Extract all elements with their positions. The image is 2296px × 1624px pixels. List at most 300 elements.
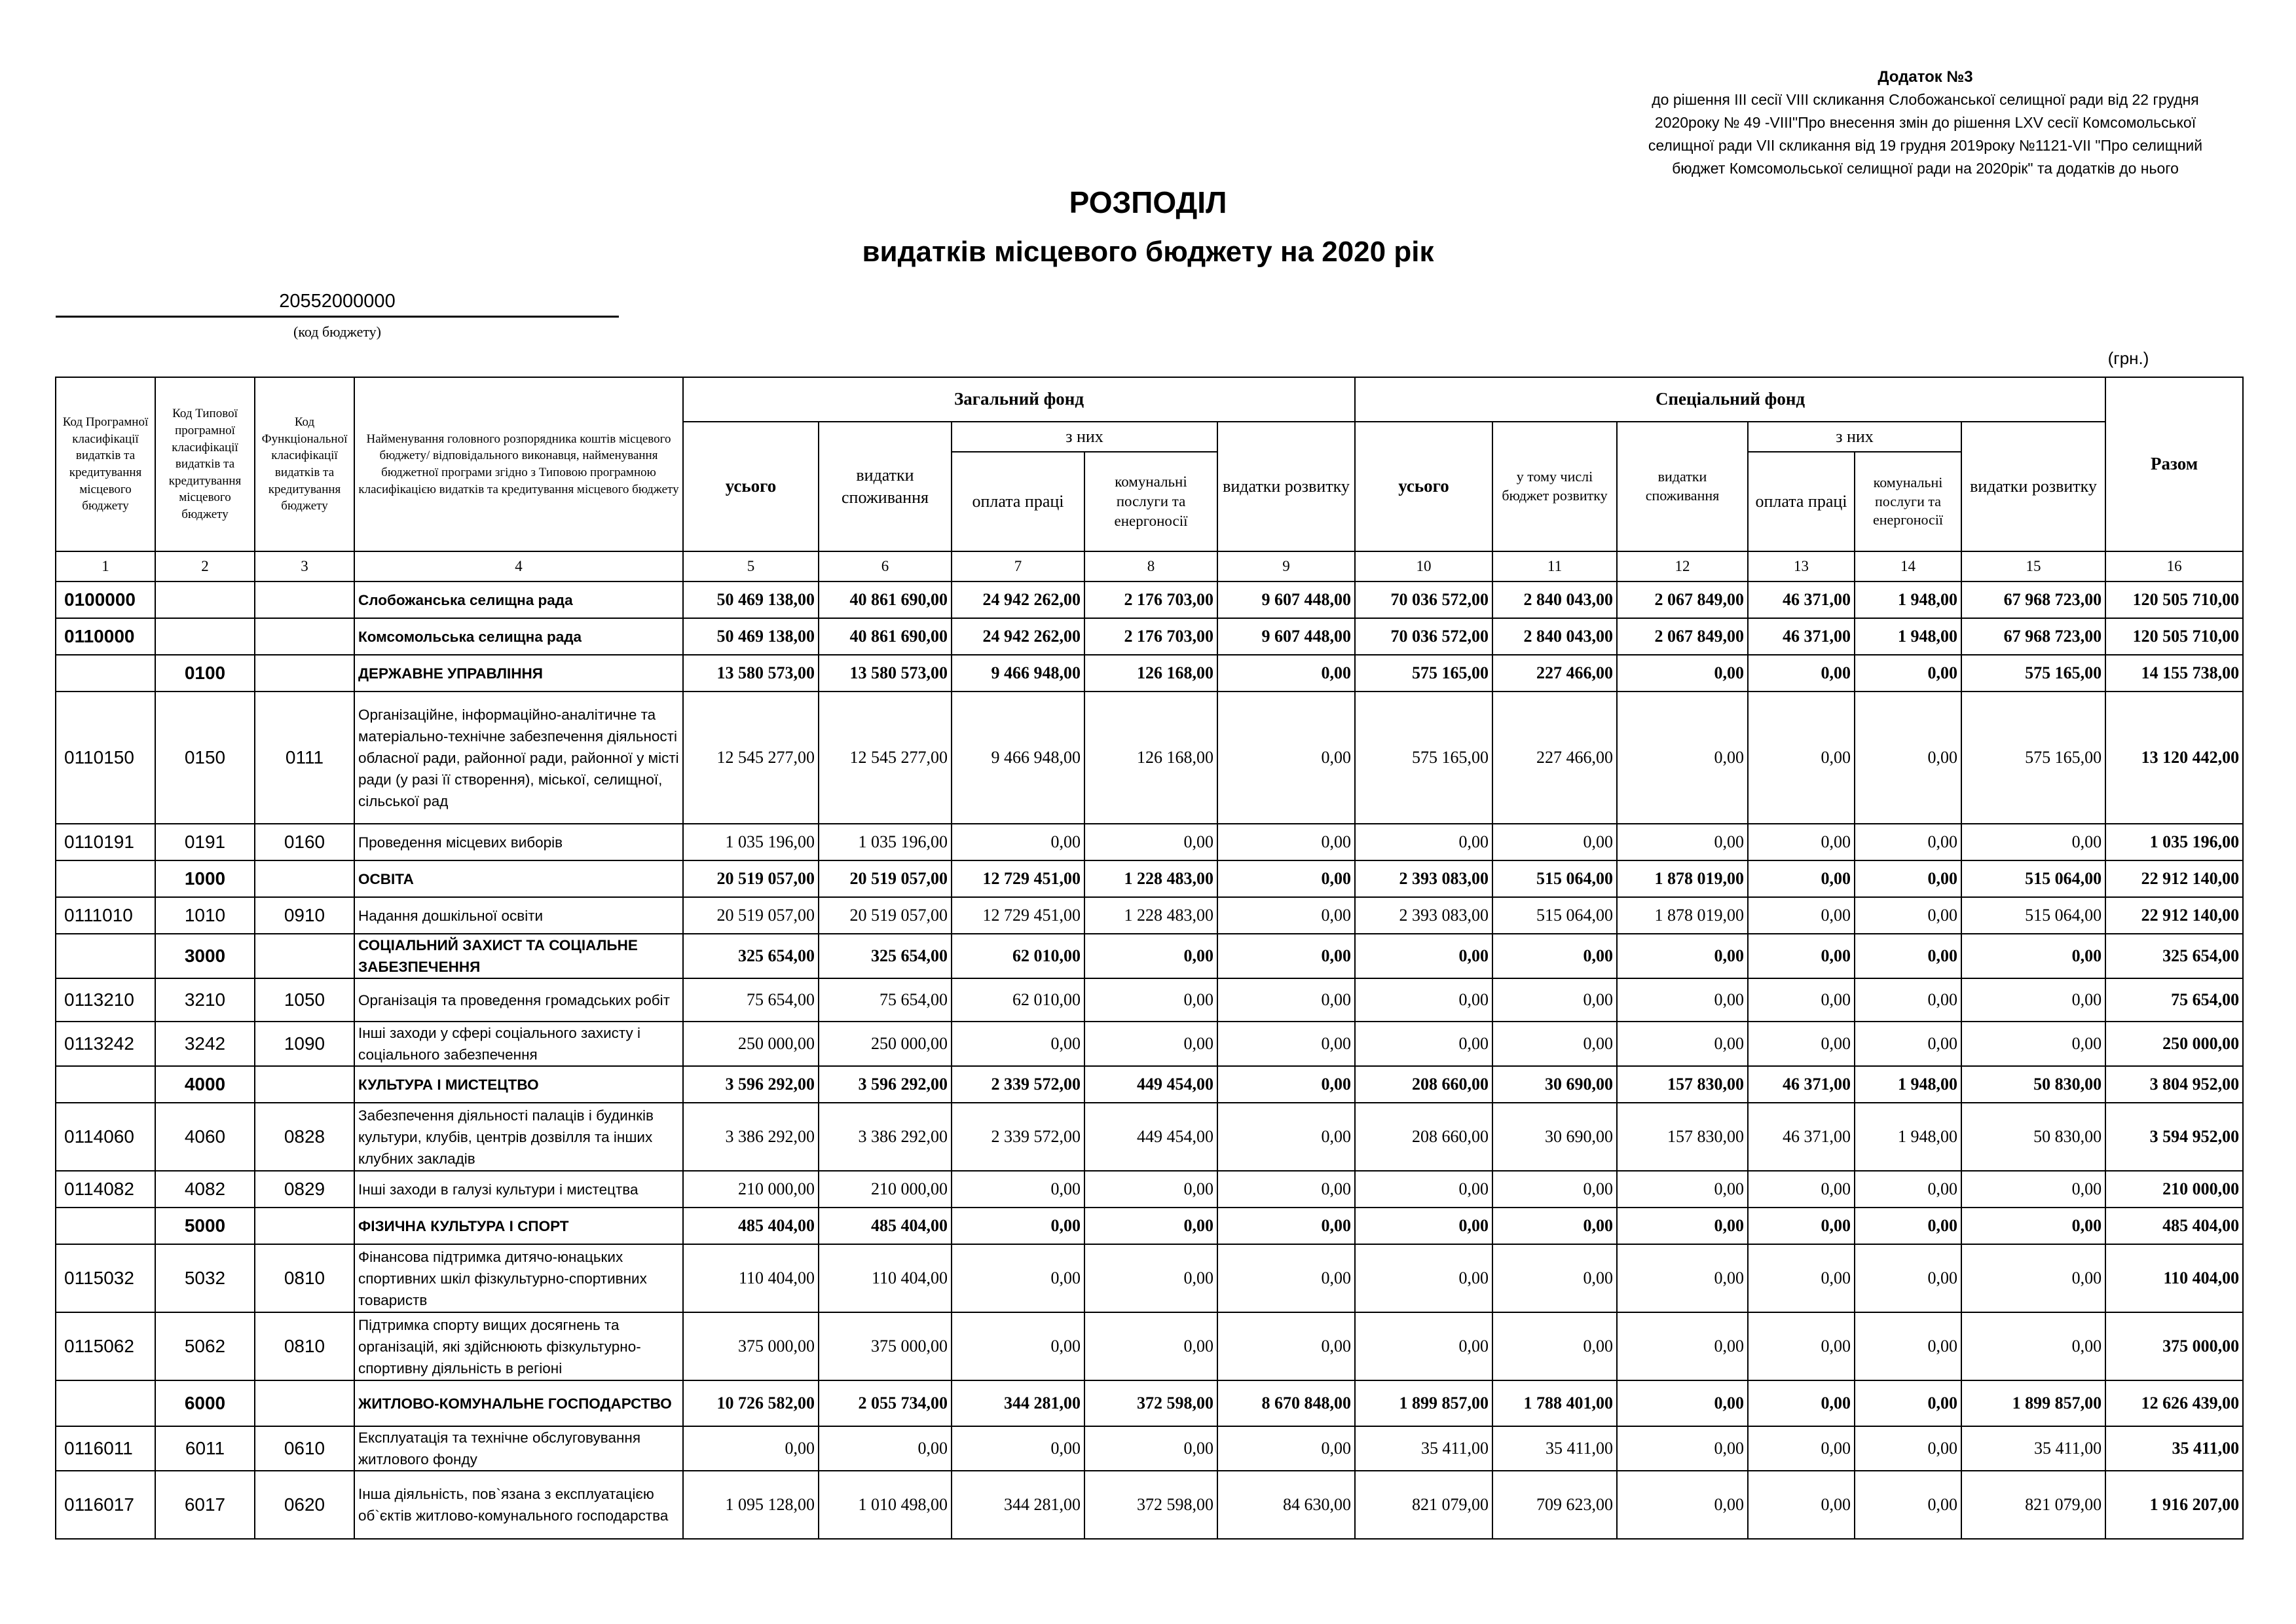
appendix-line: 2020року № 49 -VІІІ"Про внесення змін до рішення LXV сесії Комсомольської xyxy=(1654,114,2196,131)
amount-cell: 0,00 xyxy=(1617,1426,1748,1471)
amount-cell: 1 035 196,00 xyxy=(2105,824,2243,860)
amount-cell: 20 519 057,00 xyxy=(819,860,952,897)
amount-cell: 0,00 xyxy=(1748,860,1855,897)
header-special-total: усього xyxy=(1355,422,1492,551)
amount-cell: 0,00 xyxy=(1217,1312,1355,1380)
amount-cell: 0,00 xyxy=(1217,692,1355,824)
amount-cell: 0,00 xyxy=(1084,1208,1217,1244)
table-row xyxy=(56,618,2243,655)
amount-cell: 1 899 857,00 xyxy=(1961,1380,2105,1426)
typical-code: 4082 xyxy=(155,1171,255,1208)
program-name: КУЛЬТУРА І МИСТЕЦТВО xyxy=(354,1066,683,1103)
functional-code: 1050 xyxy=(255,978,354,1022)
program-code: 0100000 xyxy=(56,581,155,618)
amount-cell: 2 055 734,00 xyxy=(819,1380,952,1426)
amount-cell: 0,00 xyxy=(1217,1426,1355,1471)
amount-cell: 0,00 xyxy=(1748,1471,1855,1539)
amount-cell: 0,00 xyxy=(1492,1171,1617,1208)
amount-cell: 1 035 196,00 xyxy=(819,824,952,860)
amount-cell: 0,00 xyxy=(1961,934,2105,978)
functional-code: 1090 xyxy=(255,1022,354,1066)
expenditure-table xyxy=(55,377,2244,1540)
amount-cell: 2 840 043,00 xyxy=(1492,618,1617,655)
amount-cell: 0,00 xyxy=(1217,1208,1355,1244)
amount-cell: 0,00 xyxy=(1855,934,1961,978)
amount-cell: 0,00 xyxy=(1748,1426,1855,1471)
program-name: ОСВІТА xyxy=(354,860,683,897)
amount-cell: 0,00 xyxy=(1855,692,1961,824)
program-name: Надання дошкільної освіти xyxy=(354,897,683,934)
typical-code: 5062 xyxy=(155,1312,255,1380)
column-number: 6 xyxy=(819,551,952,581)
typical-code xyxy=(155,618,255,655)
header-typical-code: Код Типової програмної класифікації видатків та кредитування місцевого бюджету xyxy=(155,377,255,551)
amount-cell: 12 545 277,00 xyxy=(819,692,952,824)
amount-cell: 62 010,00 xyxy=(952,934,1084,978)
amount-cell: 35 411,00 xyxy=(1961,1426,2105,1471)
header-program-code: Код Програмної класифікації видатків та кредитування місцевого бюджету xyxy=(56,377,155,551)
amount-cell: 210 000,00 xyxy=(683,1171,819,1208)
typical-code: 3210 xyxy=(155,978,255,1022)
amount-cell: 515 064,00 xyxy=(1492,897,1617,934)
program-code: 0115032 xyxy=(56,1244,155,1312)
typical-code: 1010 xyxy=(155,897,255,934)
amount-cell: 0,00 xyxy=(952,1171,1084,1208)
column-number: 11 xyxy=(1492,551,1617,581)
amount-cell: 0,00 xyxy=(1617,934,1748,978)
amount-cell: 0,00 xyxy=(1355,1022,1492,1066)
column-number: 4 xyxy=(354,551,683,581)
header-general-development: видатки розвитку xyxy=(1217,422,1355,551)
program-name: Інші заходи в галузі культури і мистецтва xyxy=(354,1171,683,1208)
amount-cell: 515 064,00 xyxy=(1961,897,2105,934)
amount-cell: 325 654,00 xyxy=(2105,934,2243,978)
column-number: 2 xyxy=(155,551,255,581)
amount-cell: 0,00 xyxy=(819,1426,952,1471)
amount-cell: 3 804 952,00 xyxy=(2105,1066,2243,1103)
amount-cell: 1 010 498,00 xyxy=(819,1471,952,1539)
amount-cell: 9 466 948,00 xyxy=(952,655,1084,692)
table-body xyxy=(56,581,2243,1539)
amount-cell: 0,00 xyxy=(952,1426,1084,1471)
amount-cell: 35 411,00 xyxy=(1355,1426,1492,1471)
amount-cell: 0,00 xyxy=(1961,1312,2105,1380)
typical-code: 3000 xyxy=(155,934,255,978)
amount-cell: 1 035 196,00 xyxy=(683,824,819,860)
amount-cell: 46 371,00 xyxy=(1748,1066,1855,1103)
program-name: Організаційне, інформаційно-аналітичне та матеріально-технічне забезпечення діяльності обласної ради, районної ради, районної у місті ради (у разі її створення), міської, селищної, сільської рад xyxy=(354,692,683,824)
amount-cell: 449 454,00 xyxy=(1084,1103,1217,1171)
amount-cell: 1 899 857,00 xyxy=(1355,1380,1492,1426)
appendix-line: селищної ради VІІ скликання від 19 грудня 2019року №1121-VІІ "Про селищний xyxy=(1648,137,2203,154)
header-special-dev-budget: у тому числі бюджет розвитку xyxy=(1492,422,1617,551)
amount-cell: 0,00 xyxy=(1748,1244,1855,1312)
amount-cell: 0,00 xyxy=(1217,860,1355,897)
amount-cell: 0,00 xyxy=(952,1022,1084,1066)
amount-cell: 0,00 xyxy=(1617,655,1748,692)
amount-cell: 821 079,00 xyxy=(1961,1471,2105,1539)
amount-cell: 0,00 xyxy=(1748,978,1855,1022)
amount-cell: 227 466,00 xyxy=(1492,655,1617,692)
amount-cell: 0,00 xyxy=(1748,1312,1855,1380)
amount-cell: 0,00 xyxy=(1355,824,1492,860)
header-general-consumption: видатки споживання xyxy=(819,422,952,551)
amount-cell: 0,00 xyxy=(1617,1171,1748,1208)
amount-cell: 1 916 207,00 xyxy=(2105,1471,2243,1539)
amount-cell: 20 519 057,00 xyxy=(683,897,819,934)
amount-cell: 84 630,00 xyxy=(1217,1471,1355,1539)
amount-cell: 375 000,00 xyxy=(2105,1312,2243,1380)
budget-code-label: (код бюджету) xyxy=(293,323,381,340)
amount-cell: 0,00 xyxy=(1217,978,1355,1022)
table-row xyxy=(56,1471,2243,1539)
amount-cell: 12 729 451,00 xyxy=(952,897,1084,934)
amount-cell: 0,00 xyxy=(1084,934,1217,978)
header-special-of-them: з них xyxy=(1748,422,1961,452)
amount-cell: 24 942 262,00 xyxy=(952,581,1084,618)
typical-code: 4000 xyxy=(155,1066,255,1103)
table-row xyxy=(56,1022,2243,1066)
amount-cell: 0,00 xyxy=(1084,1171,1217,1208)
amount-cell: 24 942 262,00 xyxy=(952,618,1084,655)
amount-cell: 0,00 xyxy=(1855,1208,1961,1244)
amount-cell: 0,00 xyxy=(1748,897,1855,934)
amount-cell: 8 670 848,00 xyxy=(1217,1380,1355,1426)
header-special-utilities: комунальні послуги та енергоносії xyxy=(1855,452,1961,551)
amount-cell: 9 607 448,00 xyxy=(1217,618,1355,655)
amount-cell: 9 466 948,00 xyxy=(952,692,1084,824)
amount-cell: 0,00 xyxy=(683,1426,819,1471)
amount-cell: 46 371,00 xyxy=(1748,1103,1855,1171)
column-number: 15 xyxy=(1961,551,2105,581)
amount-cell: 1 948,00 xyxy=(1855,581,1961,618)
table-row xyxy=(56,1244,2243,1312)
amount-cell: 0,00 xyxy=(952,1208,1084,1244)
amount-cell: 485 404,00 xyxy=(819,1208,952,1244)
amount-cell: 13 580 573,00 xyxy=(683,655,819,692)
amount-cell: 0,00 xyxy=(1217,897,1355,934)
amount-cell: 0,00 xyxy=(1217,934,1355,978)
program-code: 0111010 xyxy=(56,897,155,934)
functional-code: 0160 xyxy=(255,824,354,860)
amount-cell: 0,00 xyxy=(1855,1171,1961,1208)
amount-cell: 575 165,00 xyxy=(1961,692,2105,824)
amount-cell: 0,00 xyxy=(1961,824,2105,860)
table-row xyxy=(56,934,2243,978)
column-number: 3 xyxy=(255,551,354,581)
amount-cell: 2 176 703,00 xyxy=(1084,581,1217,618)
amount-cell: 0,00 xyxy=(1748,692,1855,824)
amount-cell: 0,00 xyxy=(1217,1066,1355,1103)
program-code: 0114082 xyxy=(56,1171,155,1208)
program-code: 0113210 xyxy=(56,978,155,1022)
amount-cell: 50 469 138,00 xyxy=(683,581,819,618)
amount-cell: 0,00 xyxy=(1617,978,1748,1022)
amount-cell: 0,00 xyxy=(1617,1208,1748,1244)
amount-cell: 0,00 xyxy=(1492,1244,1617,1312)
amount-cell: 12 729 451,00 xyxy=(952,860,1084,897)
amount-cell: 3 596 292,00 xyxy=(819,1066,952,1103)
amount-cell: 0,00 xyxy=(1855,1022,1961,1066)
amount-cell: 2 393 083,00 xyxy=(1355,860,1492,897)
header-special-development: видатки розвитку xyxy=(1961,422,2105,551)
amount-cell: 0,00 xyxy=(1084,1312,1217,1380)
amount-cell: 110 404,00 xyxy=(683,1244,819,1312)
program-name: Інша діяльність, пов`язана з експлуатацією об`єктів житлово-комунального господарства xyxy=(354,1471,683,1539)
functional-code xyxy=(255,934,354,978)
amount-cell: 67 968 723,00 xyxy=(1961,581,2105,618)
amount-cell: 0,00 xyxy=(1617,1380,1748,1426)
amount-cell: 372 598,00 xyxy=(1084,1471,1217,1539)
typical-code: 5032 xyxy=(155,1244,255,1312)
table-row xyxy=(56,978,2243,1022)
amount-cell: 75 654,00 xyxy=(2105,978,2243,1022)
amount-cell: 120 505 710,00 xyxy=(2105,618,2243,655)
amount-cell: 0,00 xyxy=(1855,1380,1961,1426)
table-row xyxy=(56,1103,2243,1171)
amount-cell: 75 654,00 xyxy=(819,978,952,1022)
program-code: 0110150 xyxy=(56,692,155,824)
amount-cell: 70 036 572,00 xyxy=(1355,618,1492,655)
amount-cell: 0,00 xyxy=(1748,1022,1855,1066)
amount-cell: 50 830,00 xyxy=(1961,1066,2105,1103)
amount-cell: 0,00 xyxy=(1855,1312,1961,1380)
amount-cell: 0,00 xyxy=(952,1244,1084,1312)
amount-cell: 0,00 xyxy=(1355,934,1492,978)
typical-code: 6017 xyxy=(155,1471,255,1539)
program-name: Фінансова підтримка дитячо-юнацьких спортивних шкіл фізкультурно-спортивних товариств xyxy=(354,1244,683,1312)
amount-cell: 75 654,00 xyxy=(683,978,819,1022)
table-row xyxy=(56,655,2243,692)
program-code xyxy=(56,860,155,897)
amount-cell: 250 000,00 xyxy=(2105,1022,2243,1066)
program-name: ФІЗИЧНА КУЛЬТУРА І СПОРТ xyxy=(354,1208,683,1244)
amount-cell: 12 545 277,00 xyxy=(683,692,819,824)
amount-cell: 0,00 xyxy=(1961,978,2105,1022)
document-subtitle: видатків місцевого бюджету на 2020 рік xyxy=(862,236,1434,268)
amount-cell: 0,00 xyxy=(952,824,1084,860)
program-code xyxy=(56,934,155,978)
document-title: РОЗПОДІЛ xyxy=(1069,185,1227,219)
header-general-total: усього xyxy=(683,422,819,551)
amount-cell: 35 411,00 xyxy=(1492,1426,1617,1471)
amount-cell: 0,00 xyxy=(1855,824,1961,860)
amount-cell: 0,00 xyxy=(1492,824,1617,860)
amount-cell: 70 036 572,00 xyxy=(1355,581,1492,618)
amount-cell: 0,00 xyxy=(1084,978,1217,1022)
column-number: 7 xyxy=(952,551,1084,581)
program-code xyxy=(56,1380,155,1426)
column-number: 10 xyxy=(1355,551,1492,581)
amount-cell: 485 404,00 xyxy=(683,1208,819,1244)
program-name: Слобожанська селищна рада xyxy=(354,581,683,618)
amount-cell: 40 861 690,00 xyxy=(819,581,952,618)
amount-cell: 0,00 xyxy=(1492,934,1617,978)
amount-cell: 30 690,00 xyxy=(1492,1103,1617,1171)
program-name: СОЦІАЛЬНИЙ ЗАХИСТ ТА СОЦІАЛЬНЕ ЗАБЕЗПЕЧЕННЯ xyxy=(354,934,683,978)
amount-cell: 0,00 xyxy=(1355,1171,1492,1208)
program-code xyxy=(56,655,155,692)
functional-code: 0620 xyxy=(255,1471,354,1539)
amount-cell: 344 281,00 xyxy=(952,1380,1084,1426)
amount-cell: 0,00 xyxy=(1217,655,1355,692)
functional-code xyxy=(255,581,354,618)
amount-cell: 50 830,00 xyxy=(1961,1103,2105,1171)
amount-cell: 0,00 xyxy=(1355,1312,1492,1380)
program-name: Комсомольська селищна рада xyxy=(354,618,683,655)
appendix-line: бюджет Комсомольської селищної ради на 2020рік" та додатків до нього xyxy=(1672,160,2179,177)
amount-cell: 12 626 439,00 xyxy=(2105,1380,2243,1426)
currency-unit: (грн.) xyxy=(2107,348,2149,368)
amount-cell: 0,00 xyxy=(1617,1022,1748,1066)
amount-cell: 1 878 019,00 xyxy=(1617,897,1748,934)
amount-cell: 250 000,00 xyxy=(819,1022,952,1066)
amount-cell: 449 454,00 xyxy=(1084,1066,1217,1103)
amount-cell: 13 580 573,00 xyxy=(819,655,952,692)
amount-cell: 0,00 xyxy=(1961,1022,2105,1066)
amount-cell: 1 948,00 xyxy=(1855,618,1961,655)
amount-cell: 0,00 xyxy=(1855,978,1961,1022)
amount-cell: 375 000,00 xyxy=(819,1312,952,1380)
amount-cell: 372 598,00 xyxy=(1084,1380,1217,1426)
table-row xyxy=(56,692,2243,824)
amount-cell: 0,00 xyxy=(1492,1312,1617,1380)
amount-cell: 35 411,00 xyxy=(2105,1426,2243,1471)
amount-cell: 3 386 292,00 xyxy=(819,1103,952,1171)
amount-cell: 0,00 xyxy=(1217,824,1355,860)
amount-cell: 110 404,00 xyxy=(2105,1244,2243,1312)
column-number: 5 xyxy=(683,551,819,581)
amount-cell: 50 469 138,00 xyxy=(683,618,819,655)
amount-cell: 0,00 xyxy=(1748,1208,1855,1244)
column-number: 16 xyxy=(2105,551,2243,581)
amount-cell: 1 788 401,00 xyxy=(1492,1380,1617,1426)
amount-cell: 20 519 057,00 xyxy=(683,860,819,897)
typical-code: 0191 xyxy=(155,824,255,860)
amount-cell: 110 404,00 xyxy=(819,1244,952,1312)
column-number: 1 xyxy=(56,551,155,581)
amount-cell: 0,00 xyxy=(1855,1426,1961,1471)
program-code: 0114060 xyxy=(56,1103,155,1171)
amount-cell: 0,00 xyxy=(1355,1208,1492,1244)
amount-cell: 2 339 572,00 xyxy=(952,1066,1084,1103)
amount-cell: 575 165,00 xyxy=(1355,692,1492,824)
amount-cell: 0,00 xyxy=(1961,1171,2105,1208)
amount-cell: 0,00 xyxy=(1217,1022,1355,1066)
program-name: Експлуатація та технічне обслуговування житлового фонду xyxy=(354,1426,683,1471)
table-row xyxy=(56,1208,2243,1244)
amount-cell: 0,00 xyxy=(1748,1171,1855,1208)
table-row xyxy=(56,1066,2243,1103)
amount-cell: 30 690,00 xyxy=(1492,1066,1617,1103)
header-special-fund: Спеціальний фонд xyxy=(1355,377,2105,422)
amount-cell: 10 726 582,00 xyxy=(683,1380,819,1426)
amount-cell: 0,00 xyxy=(1748,934,1855,978)
column-number: 12 xyxy=(1617,551,1748,581)
program-name: Підтримка спорту вищих досягнень та організацій, які здійснюють фізкультурно-спортивну діяльність в регіоні xyxy=(354,1312,683,1380)
amount-cell: 2 067 849,00 xyxy=(1617,618,1748,655)
amount-cell: 0,00 xyxy=(1617,824,1748,860)
program-code: 0110000 xyxy=(56,618,155,655)
header-total: Разом xyxy=(2105,377,2243,551)
program-code: 0116011 xyxy=(56,1426,155,1471)
amount-cell: 22 912 140,00 xyxy=(2105,897,2243,934)
program-name: Інші заходи у сфері соціального захисту і соціального забезпечення xyxy=(354,1022,683,1066)
functional-code: 0610 xyxy=(255,1426,354,1471)
amount-cell: 210 000,00 xyxy=(819,1171,952,1208)
typical-code xyxy=(155,581,255,618)
header-functional-code: Код Функціональної класифікації видатків та кредитування бюджету xyxy=(255,377,354,551)
amount-cell: 0,00 xyxy=(1748,655,1855,692)
amount-cell: 3 386 292,00 xyxy=(683,1103,819,1171)
amount-cell: 22 912 140,00 xyxy=(2105,860,2243,897)
program-code: 0113242 xyxy=(56,1022,155,1066)
header-special-salary: оплата праці xyxy=(1748,452,1855,551)
table-row xyxy=(56,1312,2243,1380)
amount-cell: 515 064,00 xyxy=(1961,860,2105,897)
functional-code: 0111 xyxy=(255,692,354,824)
amount-cell: 0,00 xyxy=(1617,1312,1748,1380)
amount-cell: 0,00 xyxy=(1217,1103,1355,1171)
amount-cell: 821 079,00 xyxy=(1355,1471,1492,1539)
table-row xyxy=(56,1380,2243,1426)
column-number: 14 xyxy=(1855,551,1961,581)
amount-cell: 0,00 xyxy=(1617,692,1748,824)
amount-cell: 14 155 738,00 xyxy=(2105,655,2243,692)
amount-cell: 0,00 xyxy=(1961,1244,2105,1312)
amount-cell: 62 010,00 xyxy=(952,978,1084,1022)
amount-cell: 2 067 849,00 xyxy=(1617,581,1748,618)
program-code xyxy=(56,1208,155,1244)
amount-cell: 126 168,00 xyxy=(1084,655,1217,692)
functional-code xyxy=(255,1380,354,1426)
header-general-fund: Загальний фонд xyxy=(683,377,1355,422)
functional-code xyxy=(255,618,354,655)
typical-code: 1000 xyxy=(155,860,255,897)
amount-cell: 227 466,00 xyxy=(1492,692,1617,824)
amount-cell: 0,00 xyxy=(1855,1471,1961,1539)
amount-cell: 157 830,00 xyxy=(1617,1103,1748,1171)
program-code: 0110191 xyxy=(56,824,155,860)
amount-cell: 0,00 xyxy=(1855,655,1961,692)
amount-cell: 2 840 043,00 xyxy=(1492,581,1617,618)
header-special-consumption: видатки споживання xyxy=(1617,422,1748,551)
amount-cell: 46 371,00 xyxy=(1748,581,1855,618)
amount-cell: 210 000,00 xyxy=(2105,1171,2243,1208)
amount-cell: 485 404,00 xyxy=(2105,1208,2243,1244)
amount-cell: 9 607 448,00 xyxy=(1217,581,1355,618)
amount-cell: 126 168,00 xyxy=(1084,692,1217,824)
appendix-note xyxy=(1598,65,2253,180)
amount-cell: 0,00 xyxy=(1217,1171,1355,1208)
header-general-utilities: комунальні послуги та енергоносії xyxy=(1084,452,1217,551)
amount-cell: 2 393 083,00 xyxy=(1355,897,1492,934)
amount-cell: 0,00 xyxy=(1084,1244,1217,1312)
amount-cell: 0,00 xyxy=(1617,1244,1748,1312)
table-row xyxy=(56,860,2243,897)
typical-code: 6011 xyxy=(155,1426,255,1471)
header-general-of-them: з них xyxy=(952,422,1217,452)
functional-code xyxy=(255,1208,354,1244)
functional-code: 0910 xyxy=(255,897,354,934)
program-code: 0116017 xyxy=(56,1471,155,1539)
column-number: 8 xyxy=(1084,551,1217,581)
amount-cell: 0,00 xyxy=(1084,824,1217,860)
typical-code: 6000 xyxy=(155,1380,255,1426)
amount-cell: 208 660,00 xyxy=(1355,1103,1492,1171)
amount-cell: 0,00 xyxy=(1084,1426,1217,1471)
amount-cell: 0,00 xyxy=(1855,860,1961,897)
